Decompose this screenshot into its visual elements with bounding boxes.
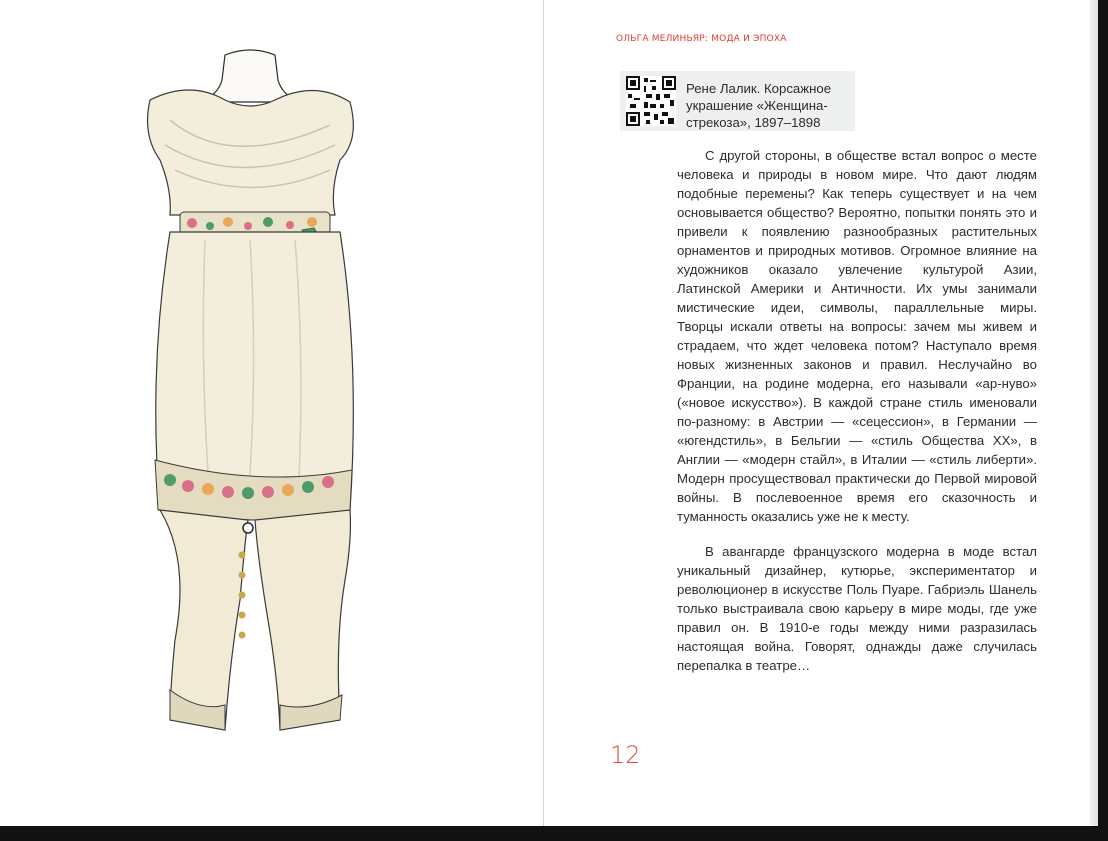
page-edge: [1090, 0, 1098, 826]
left-page: [0, 0, 543, 826]
body-paragraph-1: С другой стороны, в обществе встал вопрос о месте человека и природы в новом мире. Что дают людям подобные перемены? Как теперь существует и на чем основывается общество? Вероятно, попытки понять это и привели к появлению разнообразных растительных орнаментов и природных мотивов. Огромное влияние на художников оказало увлечение культурой Азии, Латинской Америки и Античности. Их умы занимали мистические идеи, символы, параллельные миры. Творцы искали ответы на вопросы: зачем мы живем и страдаем, что ждет человека потом? Наступало время новых жизненных законов и правил. Неслучайно во Франции, на родине модерна, его называли «ар-нуво» («новое искусство»). В каждой стране стиль именовали по-разному: в Австрии — «сецессион», в Германии — «югендстиль», в Бельгии — «стиль Общества XX», в Англии — «модерн стайл», в Италии — «стиль либерти». Модерн просуществовал практически до Первой мировой войны. В послевоенное время его сказочность и туманность оказались уже не к месту.: [677, 148, 1037, 524]
page-number: 12: [610, 741, 641, 769]
right-border: [1098, 0, 1108, 841]
bottom-border: [0, 826, 1108, 841]
running-header: ОЛЬГА МЕЛИНЬЯР: МОДА И ЭПОХА: [616, 34, 787, 44]
qr-code-icon[interactable]: [626, 76, 676, 126]
caption-box: [620, 71, 855, 131]
body-paragraph-2: В авангарде французского модерна в моде встал уникальный дизайнер, кутюрье, экспериментатор и революционер в искусстве Поль Пуаре. Габриэль Шанель только выстраивала свою карьеру в мире моды, где уже правил он. В 1910-е годы между ними разразилась настоящая война. Говорят, однажды даже случилась перепалка в театре…: [677, 544, 1037, 673]
dress-on-mannequin-illustration: [130, 40, 370, 740]
caption-text: Рене Лалик. Корсажное украшение «Женщина-стрекоза», 1897–1898: [686, 81, 832, 130]
